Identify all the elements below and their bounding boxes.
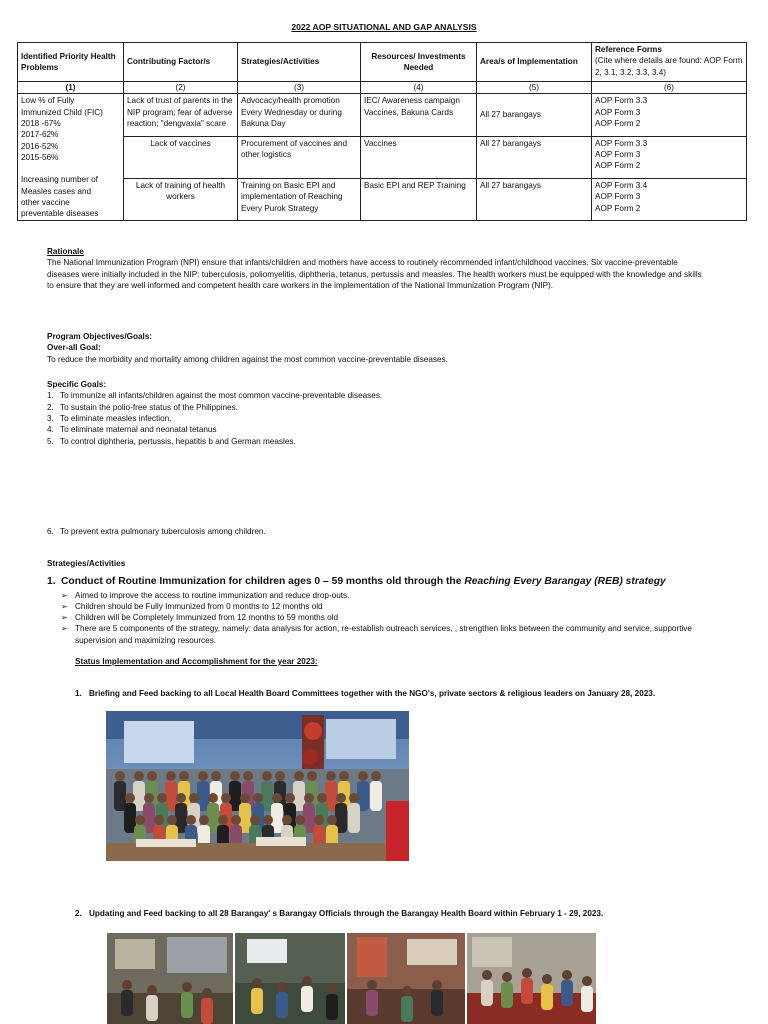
area-cell: All 27 barangays xyxy=(477,94,592,136)
problem-line: 2017-62% xyxy=(21,130,59,140)
strategy-title-text: Conduct of Routine Immunization for children ages 0 – 59 months old through the xyxy=(61,576,465,588)
list-item xyxy=(47,390,707,401)
goal-number: 3. xyxy=(47,413,54,423)
status-item-1 xyxy=(75,688,755,699)
list-item xyxy=(61,590,727,601)
goal-text: To prevent extra pulmonary tuberculosis among children. xyxy=(60,527,266,536)
bullet-text: Children will be Completely Immunized from 12 months to 59 months old xyxy=(75,613,339,623)
forms-cell xyxy=(592,94,747,136)
arrow-bullet-icon: ➢ xyxy=(61,624,68,634)
factor-cell: Lack of training of health workers xyxy=(124,179,238,221)
form-ref: AOP Form 3 xyxy=(595,192,641,202)
form-ref: AOP Form 3 xyxy=(595,107,641,117)
document-title: 2022 AOP SITUATIONAL AND GAP ANALYSIS xyxy=(291,22,477,32)
forms-cell xyxy=(592,179,747,221)
col-number: (1) xyxy=(18,82,124,94)
rationale-section xyxy=(47,246,707,291)
strategies-heading: Strategies/Activities xyxy=(47,559,126,568)
problem-line: Measles cases and xyxy=(21,186,92,196)
status-item-row xyxy=(75,908,755,919)
table-row xyxy=(18,179,747,221)
header-resources: Resources/ Investments Needed xyxy=(361,43,477,82)
form-ref: AOP Form 2 xyxy=(595,118,641,128)
specific-goals-heading: Specific Goals: xyxy=(47,379,107,389)
list-item xyxy=(47,402,707,413)
goal-text: To control diphtheria, pertussis, hepatitis b and German measles. xyxy=(60,436,296,446)
status-item-number: 2. xyxy=(75,909,82,918)
list-item xyxy=(47,436,707,447)
goal-6-section xyxy=(47,526,707,537)
strategy-title-italic: Reaching Every Barangay (REB) strategy xyxy=(464,576,666,588)
strategy-item-title xyxy=(47,575,727,589)
col-number: (6) xyxy=(592,82,747,94)
goal-text: To eliminate maternal and neonatal tetanus xyxy=(60,425,217,435)
strategy-bullets xyxy=(61,590,727,647)
form-ref: AOP Form 3.4 xyxy=(595,181,648,191)
goal-text: To sustain the polio-free status of the Philippines. xyxy=(60,402,238,412)
list-item xyxy=(61,601,727,612)
strategy-cell: Advocacy/health promotion Every Wednesday or during Bakuna Day xyxy=(238,94,361,136)
strategy-cell: Training on Basic EPI and implementation of Reaching Every Purok Strategy xyxy=(238,179,361,221)
problem-line: Immunized Child (FIC) xyxy=(21,107,103,117)
area-cell: All 27 barangays xyxy=(477,179,592,221)
goal-number: 6. xyxy=(47,527,54,536)
form-ref: AOP Form 3 xyxy=(595,150,641,159)
status-item-text: Updating and Feed backing to all 28 Barangay' s Barangay Officials through the Barangay Health Board within February 1 - 29, 2023. xyxy=(89,909,604,918)
status-item-2 xyxy=(75,908,755,919)
goal-number: 2. xyxy=(47,402,54,412)
resources-cell: Vaccines xyxy=(361,136,477,178)
strategies-section xyxy=(47,558,727,667)
header-strategies: Strategies/Activities xyxy=(238,43,361,82)
resources-cell: IEC/ Awareness campaign Vaccines, Bakuna Cards xyxy=(361,94,477,136)
status-item-number: 1. xyxy=(75,689,82,698)
goal-number: 1. xyxy=(47,391,54,401)
col-number: (3) xyxy=(238,82,361,94)
header-health-problems: Identified Priority Health Problems xyxy=(18,43,124,82)
specific-goals-list xyxy=(47,390,707,447)
list-item xyxy=(61,623,727,646)
column-number-row xyxy=(18,82,747,94)
form-ref: AOP Form 3.3 xyxy=(595,96,648,106)
bullet-text: Aimed to improve the access to routine immunization and reduce drop-outs. xyxy=(75,590,350,600)
problem-line: preventable diseases xyxy=(21,209,99,219)
goal-number: 5. xyxy=(47,436,54,446)
strategy-item-number: 1. xyxy=(47,576,56,588)
resources-cell: Basic EPI and REP Training xyxy=(361,179,477,221)
objectives-heading: Program Objectives/Goals: xyxy=(47,332,153,341)
form-ref: AOP Form 3.3 xyxy=(595,138,648,148)
group-photo-image xyxy=(106,711,409,861)
arrow-bullet-icon: ➢ xyxy=(61,590,68,600)
collage-image xyxy=(107,933,596,1024)
form-ref: AOP Form 2 xyxy=(595,203,641,213)
health-problem-cell xyxy=(18,94,124,221)
header-area: Area/s of Implementation xyxy=(477,43,592,82)
forms-cell xyxy=(592,136,747,178)
table-row xyxy=(18,136,747,178)
rationale-heading: Rationale xyxy=(47,247,84,256)
briefing-group-photo xyxy=(106,711,409,861)
factor-cell: Lack of vaccines xyxy=(124,136,238,178)
col-number: (4) xyxy=(361,82,477,94)
header-contributing-factors: Contributing Factor/s xyxy=(124,43,238,82)
reference-forms-note: (Cite where details are found: AOP Form 2, 3.1, 3.2, 3.3, 3.4) xyxy=(595,56,743,77)
barangay-meetings-photo-collage xyxy=(107,933,596,1024)
bullet-text: There are 5 components of the strategy, namely: data analysis for action, re-establish outreach services, , strengthen links between the community and service, supportive supervision and maximizing resources. xyxy=(75,624,692,645)
overall-goal-text: To reduce the morbidity and mortality among children against the most common vaccine-preventable diseases. xyxy=(47,354,448,364)
problem-line: 2016-52% xyxy=(21,141,59,151)
problem-line: 2015-56% xyxy=(21,152,59,162)
form-ref: AOP Form 2 xyxy=(595,161,641,171)
list-item xyxy=(47,413,707,424)
strategy-cell: Procurement of vaccines and other logistics xyxy=(238,136,361,178)
col-number: (5) xyxy=(477,82,592,94)
col-number: (2) xyxy=(124,82,238,94)
factor-cell: Lack of trust of parents in the NIP program; fear of adverse reaction; "dengvaxia" scare xyxy=(124,94,238,136)
problem-line: Low % of Fully xyxy=(21,96,75,106)
overall-goal-heading: Over-all Goal: xyxy=(47,343,101,353)
status-heading: Status Implementation and Accomplishment for the year 2023: xyxy=(75,657,318,667)
problem-line: Increasing number of xyxy=(21,175,98,185)
arrow-bullet-icon: ➢ xyxy=(61,613,68,623)
arrow-bullet-icon: ➢ xyxy=(61,601,68,611)
bullet-text: Children should be Fully Immunized from 0 months to 12 months old xyxy=(75,601,323,611)
problem-spacer xyxy=(21,163,120,174)
situational-gap-table xyxy=(17,42,747,221)
reference-forms-label: Reference Forms xyxy=(595,45,662,54)
goal-text: To immunize all infants/children against the most common vaccine-preventable diseases. xyxy=(60,391,383,401)
specific-goals-list-continued xyxy=(47,526,707,537)
list-item xyxy=(47,424,707,435)
table-row xyxy=(18,94,747,136)
list-item xyxy=(61,612,727,623)
objectives-section xyxy=(47,331,707,447)
list-item xyxy=(47,526,707,537)
goal-number: 4. xyxy=(47,425,54,435)
rationale-text: The National Immunization Program (NPI) ensure that infants/children and mothers have access to routinely recommended infant/childhood vaccines. Six vaccine-preventable diseases were initially included in the NIP: tuberculosis, poliomyelitis, diphtheria, tetanus, pertussis and measles. The health workers must be equipped with the knowledge and skills to ensure that they are well informed and competent health care workers in the implementation of the National Immunization Program (NIP). xyxy=(47,258,702,290)
header-reference-forms xyxy=(592,43,747,82)
problem-line: 2018 -67% xyxy=(21,118,61,128)
area-cell: All 27 barangays xyxy=(477,136,592,178)
status-item-row xyxy=(75,688,755,699)
goal-text: To eliminate measles infection. xyxy=(60,413,172,423)
problem-line: other vaccine xyxy=(21,197,70,207)
status-item-text: Briefing and Feed backing to all Local Health Board Committees together with the NGO's, private sectors & religious leaders on January 28, 2023. xyxy=(89,689,656,698)
